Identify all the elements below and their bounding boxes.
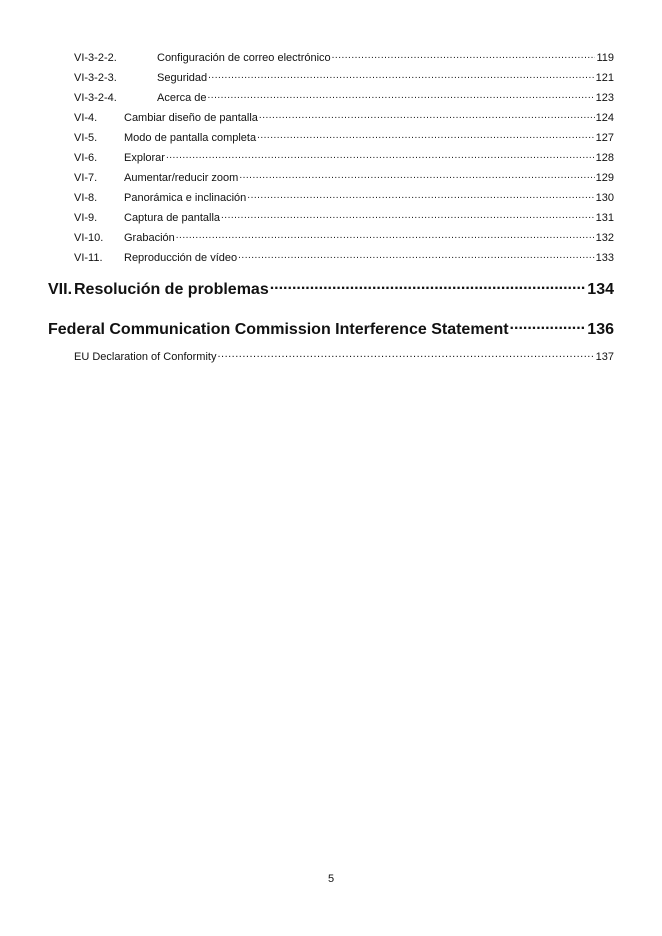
toc-entry[interactable] (74, 70, 614, 84)
dot-leader (166, 150, 595, 161)
dot-leader (257, 130, 595, 141)
toc-eu-title: EU Declaration of Conformity (74, 351, 217, 363)
dot-leader (176, 230, 595, 241)
dot-leader (238, 250, 595, 261)
toc-entry-page: 119 (596, 52, 614, 64)
toc-entry-title: Seguridad (157, 72, 208, 84)
toc-fcc-page: 136 (587, 321, 614, 338)
toc-eu-entry[interactable] (74, 349, 614, 363)
toc-entry-number: VI-6. (74, 152, 98, 164)
toc-entry-title: Configuración de correo electrónico (157, 52, 331, 64)
toc-entry-page: 132 (595, 232, 614, 244)
toc-fcc-title: Federal Communication Commission Interference Statement (48, 321, 509, 338)
toc-entry[interactable] (74, 170, 614, 184)
toc-entry-number: VI-10. (74, 232, 104, 244)
toc-entry[interactable] (74, 90, 614, 104)
toc-chapter-title: Resolución de problemas (74, 281, 269, 298)
toc-chapter-page: 134 (587, 281, 614, 298)
toc-entry-number: VI-5. (74, 132, 98, 144)
toc-entry-number: VI-4. (74, 112, 98, 124)
toc-entry-page: 123 (595, 92, 614, 104)
toc-entry-title: Reproducción de vídeo (124, 252, 238, 264)
dot-leader (221, 210, 595, 221)
dot-leader (332, 50, 596, 61)
toc-entry-title: Grabación (124, 232, 175, 244)
toc-fcc-entry[interactable] (48, 318, 614, 339)
toc-entry[interactable] (74, 230, 614, 244)
toc-entry-number: VI-7. (74, 172, 98, 184)
dot-leader (208, 90, 595, 101)
toc-entry-title: Captura de pantalla (124, 212, 221, 224)
page-number: 5 (327, 873, 335, 885)
toc-entry-title: Panorámica e inclinación (124, 192, 247, 204)
dot-leader (247, 190, 594, 201)
toc-entry-title: Cambiar diseño de pantalla (124, 112, 258, 124)
toc-entry-page: 129 (595, 172, 614, 184)
toc-entry-page: 128 (595, 152, 614, 164)
toc-entry[interactable] (74, 110, 614, 124)
toc-entry-page: 127 (595, 132, 614, 144)
toc-chapter-number: VII. (48, 281, 73, 298)
toc-entry-page: 124 (595, 112, 614, 124)
dot-leader (239, 170, 594, 181)
toc-entry[interactable] (74, 150, 614, 164)
toc-entry-number: VI-8. (74, 192, 98, 204)
toc-entry-number: VI-9. (74, 212, 98, 224)
toc-entry-page: 130 (595, 192, 614, 204)
toc-eu-page: 137 (595, 351, 614, 363)
toc-entry-title: Aumentar/reducir zoom (124, 172, 239, 184)
toc-entry-page: 131 (595, 212, 614, 224)
toc-entry-number: VI-3-2-3. (74, 72, 117, 84)
dot-leader (270, 278, 587, 294)
toc-entry-number: VI-3-2-2. (74, 52, 117, 64)
dot-leader (208, 70, 594, 81)
toc-entry-page: 133 (595, 252, 614, 264)
toc-entry-title: Explorar (124, 152, 165, 164)
toc-entry-title: Modo de pantalla completa (124, 132, 257, 144)
dot-leader (259, 110, 595, 121)
toc-entry[interactable] (74, 50, 614, 64)
toc-chapter-entry[interactable] (48, 278, 614, 299)
toc-entry[interactable] (74, 250, 614, 264)
toc-entry[interactable] (74, 190, 614, 204)
dot-leader (217, 349, 594, 360)
toc-entry-title: Acerca de (157, 92, 207, 104)
toc-entry-number: VI-11. (74, 252, 103, 264)
toc-entry-number: VI-3-2-4. (74, 92, 117, 104)
toc-entry[interactable] (74, 210, 614, 224)
dot-leader (510, 318, 587, 334)
toc-entry[interactable] (74, 130, 614, 144)
toc-entry-page: 121 (595, 72, 614, 84)
